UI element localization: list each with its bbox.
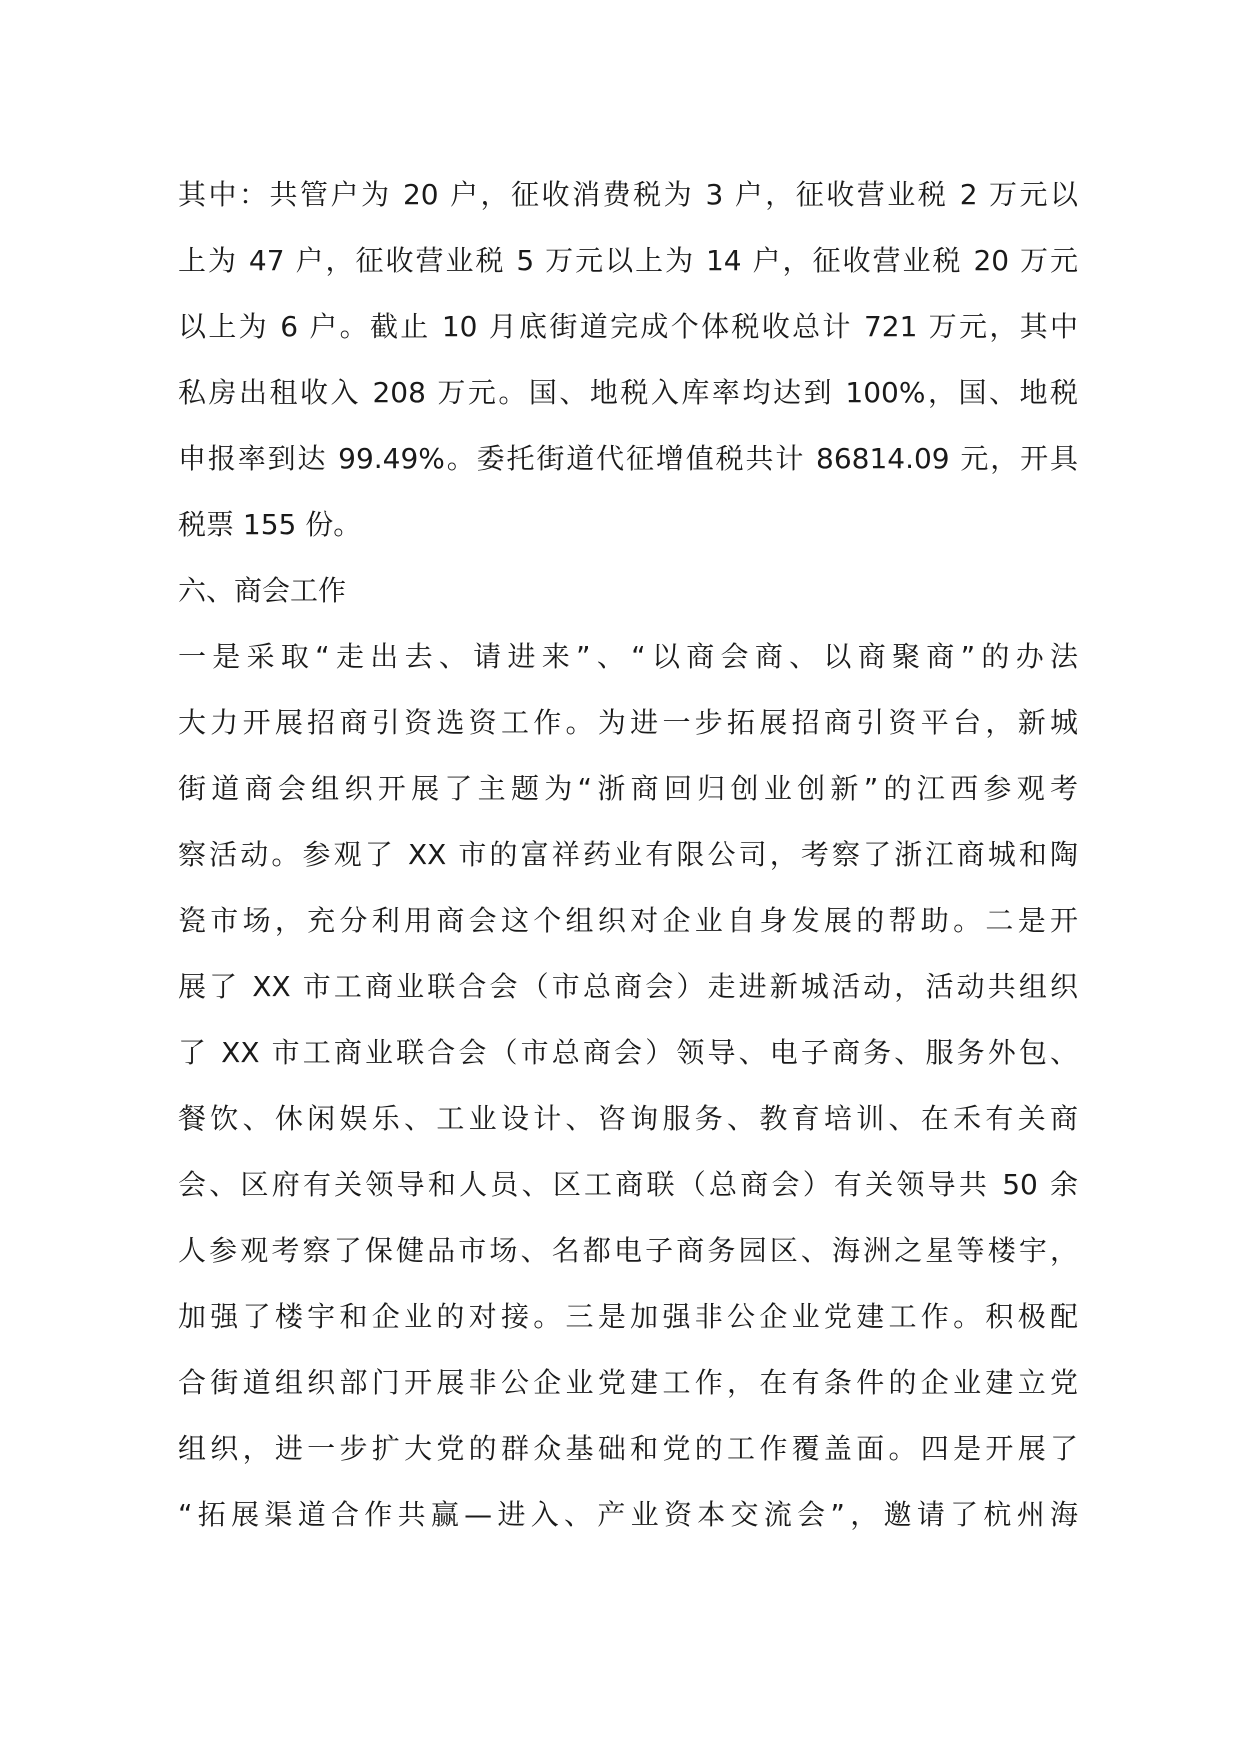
text-line: 会、区府有关领导和人员、区工商联（总商会）有关领导共 50 余 xyxy=(178,1168,1078,1201)
section-heading: 六、商会工作 xyxy=(178,574,347,607)
text-line: 餐饮、休闲娱乐、工业设计、咨询服务、教育培训、在禾有关商 xyxy=(178,1102,1078,1135)
text-line: 街道商会组织开展了主题为“浙商回归创业创新”的江西参观考 xyxy=(178,772,1078,805)
body-text xyxy=(178,178,1078,1564)
text-line: 一是采取“走出去、请进来”、“以商会商、以商聚商”的办法 xyxy=(178,640,1078,673)
text-line: 展了 XX 市工商业联合会（市总商会）走进新城活动，活动共组织 xyxy=(178,970,1078,1003)
text-line: 察活动。参观了 XX 市的富祥药业有限公司，考察了浙江商城和陶 xyxy=(178,838,1078,871)
text-line: “拓展渠道合作共赢—进入、产业资本交流会”，邀请了杭州海 xyxy=(178,1498,1078,1531)
text-line: 组织，进一步扩大党的群众基础和党的工作覆盖面。四是开展了 xyxy=(178,1432,1078,1465)
text-line: 税票 155 份。 xyxy=(178,508,362,541)
text-line: 了 XX 市工商业联合会（市总商会）领导、电子商务、服务外包、 xyxy=(178,1036,1078,1069)
text-line: 加强了楼宇和企业的对接。三是加强非公企业党建工作。积极配 xyxy=(178,1300,1078,1333)
text-line: 瓷市场，充分利用商会这个组织对企业自身发展的帮助。二是开 xyxy=(178,904,1078,937)
text-line: 大力开展招商引资选资工作。为进一步拓展招商引资平台，新城 xyxy=(178,706,1078,739)
text-line: 上为 47 户，征收营业税 5 万元以上为 14 户，征收营业税 20 万元 xyxy=(178,244,1078,277)
text-line: 私房出租收入 208 万元。国、地税入库率均达到 100%，国、地税 xyxy=(178,376,1078,409)
text-line: 申报率到达 99.49%。委托街道代征增值税共计 86814.09 元，开具 xyxy=(178,442,1078,475)
text-line: 合街道组织部门开展非公企业党建工作，在有条件的企业建立党 xyxy=(178,1366,1078,1399)
text-line: 其中：共管户为 20 户，征收消费税为 3 户，征收营业税 2 万元以 xyxy=(178,178,1078,211)
text-line: 人参观考察了保健品市场、名都电子商务园区、海洲之星等楼宇， xyxy=(178,1234,1078,1267)
text-line: 以上为 6 户。截止 10 月底街道完成个体税收总计 721 万元，其中 xyxy=(178,310,1078,343)
